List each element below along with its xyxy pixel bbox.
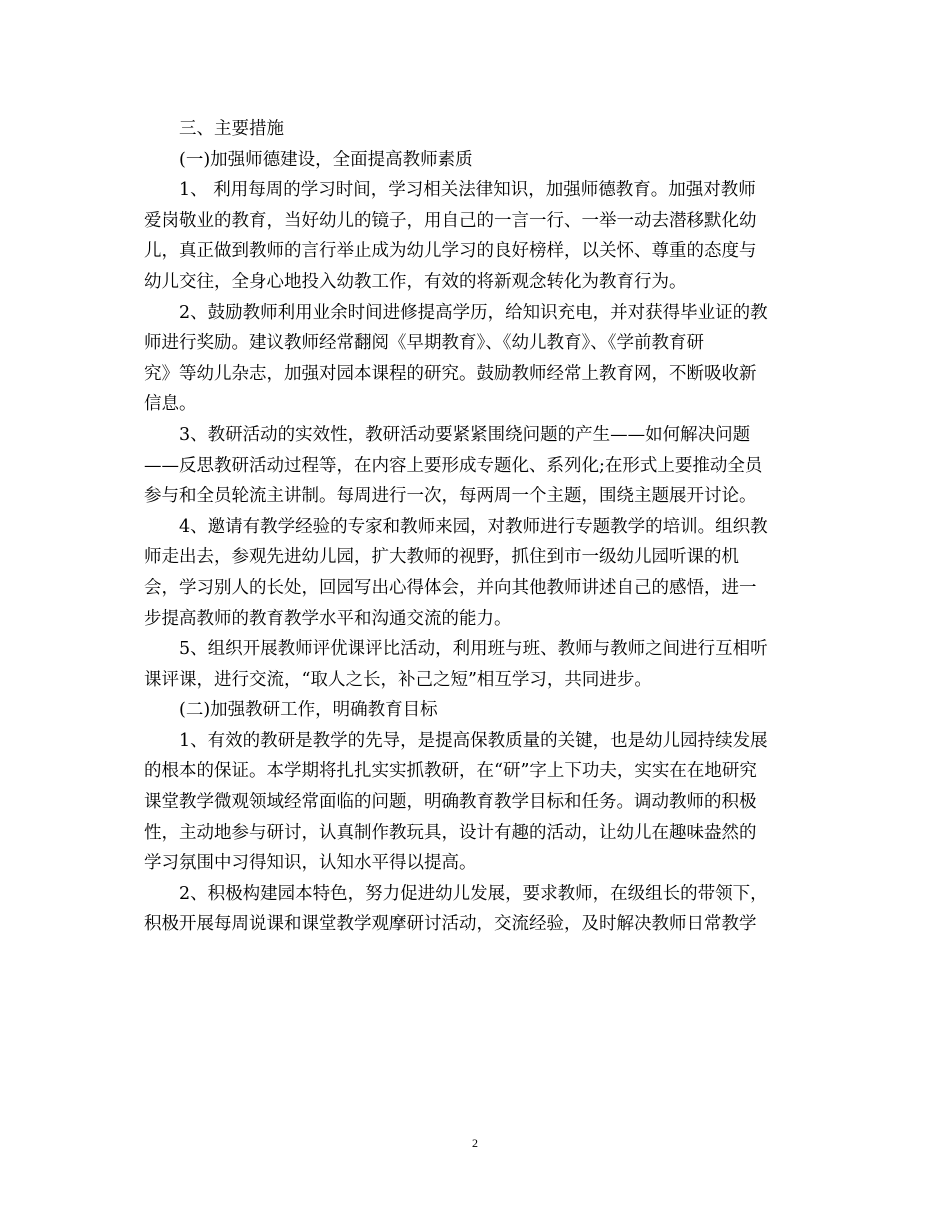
text-line: 课堂教学微观领域经常面临的问题，明确教育教学目标和任务。调动教师的积极 — [144, 792, 757, 813]
text-line: 4、邀请有教学经验的专家和教师来园，对教师进行专题教学的培训。组织教 — [179, 516, 768, 537]
text-line: 1、有效的教研是教学的先导，是提高保教质量的关键，也是幼儿园持续发展 — [179, 730, 768, 751]
text-line: 会，学习别人的长处，回园写出心得体会，并向其他教师讲述自己的感悟，进一 — [144, 577, 757, 598]
text-line: 2、鼓励教师利用业余时间进修提高学历，给知识充电，并对获得毕业证的教 — [179, 302, 768, 323]
text-line: 师进行奖励。建议教师经常翻阅《早期教育》、《幼儿教育》、《学前教育研 — [144, 333, 704, 354]
text-line: (二)加强教研工作，明确教育目标 — [179, 700, 438, 721]
text-line: 儿，真正做到教师的言行举止成为幼儿学习的良好榜样，以关怀、尊重的态度与 — [144, 241, 757, 262]
text-line: 性，主动地参与研讨，认真制作教玩具，设计有趣的活动，让幼儿在趣味盎然的 — [144, 822, 757, 843]
text-line: 幼儿交往，全身心地投入幼教工作，有效的将新观念转化为教育行为。 — [144, 271, 687, 292]
text-line: 师走出去，参观先进幼儿园，扩大教师的视野，抓住到市一级幼儿园听课的机 — [144, 547, 739, 568]
text-line: 5、组织开展教师评优课评比活动，利用班与班、教师与教师之间进行互相听 — [179, 639, 768, 660]
text-line: 的根本的保证。本学期将扎扎实实抓教研，在“研”字上下功夫，实实在在地研究 — [144, 761, 757, 782]
text-line: 3、教研活动的实效性，教研活动要紧紧围绕问题的产生——如何解决问题 — [179, 424, 751, 445]
text-line: 爱岗敬业的教育，当好幼儿的镜子，用自己的一言一行、一举一动去潜移默化幼 — [144, 210, 757, 231]
text-line: 积极开展每周说课和课堂教学观摩研讨活动，交流经验，及时解决教师日常教学 — [144, 914, 757, 935]
text-line: 1、 利用每周的学习时间，学习相关法律知识，加强师德教育。加强对教师 — [179, 180, 756, 201]
text-line: 三、主要措施 — [179, 119, 284, 139]
text-line: 2、积极构建园本特色，努力促进幼儿发展，要求教师，在级组长的带领下， — [179, 883, 768, 904]
page-number: 2 — [472, 1136, 478, 1150]
text-line: 学习氛围中习得知识，认知水平得以提高。 — [144, 853, 477, 874]
text-line: 参与和全员轮流主讲制。每周进行一次，每两周一个主题，围绕主题展开讨论。 — [144, 486, 757, 507]
text-line: 信息。 — [144, 394, 197, 415]
text-line: 究》等幼儿杂志，加强对园本课程的研究。鼓励教师经常上教育网，不断吸收新 — [144, 363, 757, 384]
text-line: 课评课，进行交流，“取人之长，补己之短”相互学习，共同进步。 — [144, 669, 652, 690]
text-line: 步提高教师的教育教学水平和沟通交流的能力。 — [144, 608, 512, 629]
text-line: (一)加强师德建设，全面提高教师素质 — [179, 149, 473, 170]
text-line: ——反思教研活动过程等，在内容上要形成专题化、系列化;在形式上要推动全员 — [144, 455, 763, 476]
document-body — [144, 114, 804, 940]
